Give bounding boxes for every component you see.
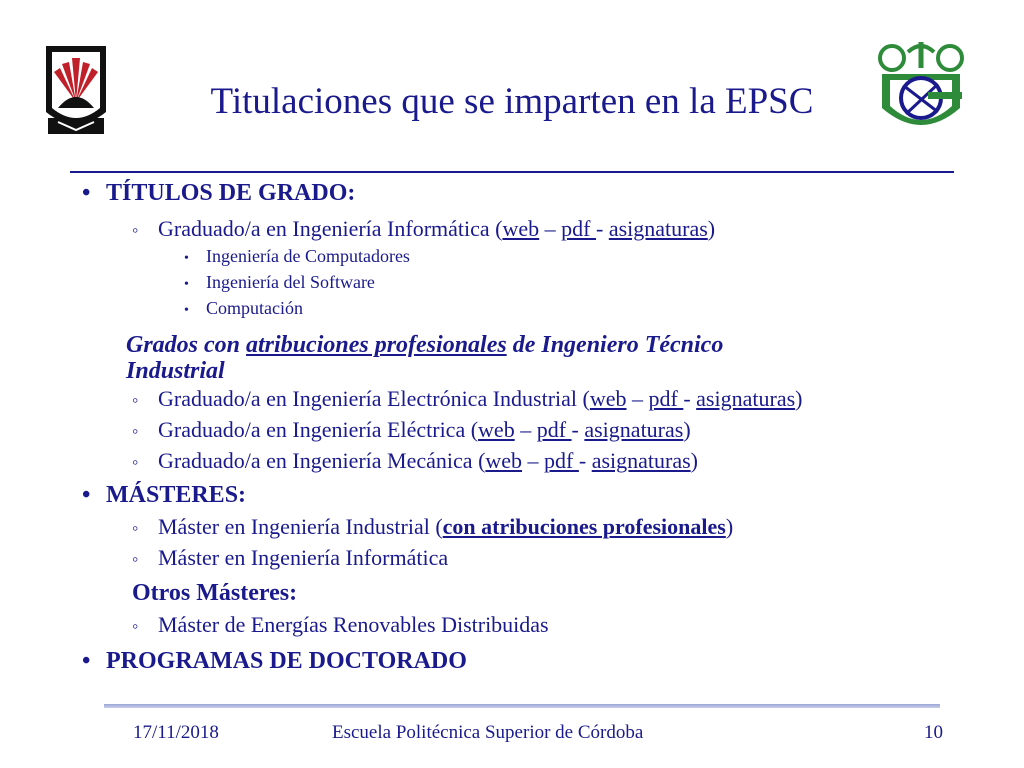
electronica-asignaturas-link[interactable]: asignaturas [696,386,796,411]
master-informatica-item [132,545,448,571]
separator: – [514,417,537,442]
master-industrial-item [132,514,733,540]
separator: – [626,386,649,411]
footer-divider [104,704,940,708]
master-energias-text: Máster de Energías Renovables Distribuidas [158,612,549,637]
master-informatica-text: Máster en Ingeniería Informática [158,545,449,570]
mecanica-pdf-link[interactable]: pdf [544,448,579,473]
paren-close: ) [683,417,691,442]
grados-atribuciones-note [126,332,723,384]
masteres-heading: MÁSTERES: [106,482,247,508]
paren-close: ) [795,386,803,411]
mencion-item [184,298,303,319]
slide-title: Titulaciones que se imparten en la EPSC [210,81,814,122]
informatica-asignaturas-link[interactable]: asignaturas [608,216,708,241]
grado-item [82,180,355,207]
informatica-web-link[interactable]: web [502,216,540,241]
doctorado-item [82,648,467,675]
epsc-emblem-icon [868,38,974,144]
electronica-web-link[interactable]: web [589,386,627,411]
separator: - [595,216,609,241]
electrica-text: Graduado/a en Ingeniería Eléctrica [158,417,466,442]
sub-bullet-icon: ◦ [132,452,139,472]
mecanica-web-link[interactable]: web [485,448,523,473]
master-industrial-text: Máster en Ingeniería Industrial [158,514,430,539]
university-crest-icon [38,42,114,138]
page-number: 10 [924,722,943,743]
bullet-icon: • [184,303,189,318]
paren-close: ) [707,216,716,241]
doctorado-heading: PROGRAMAS DE DOCTORADO [106,648,467,674]
informatica-pdf-link[interactable]: pdf [561,216,596,241]
mencion-item [184,272,375,293]
paren-open: ( [472,448,486,473]
mecanica-text: Graduado/a en Ingeniería Mecánica [158,448,473,473]
sub-bullet-icon: ◦ [132,549,139,569]
separator: - [683,386,697,411]
electronica-text: Graduado/a en Ingeniería Electrónica Industrial [158,386,578,411]
paren-close: ) [690,448,698,473]
paren-open: ( [465,417,479,442]
bullet-icon: • [82,180,91,206]
otros-masteres-heading: Otros Másteres: [132,580,298,606]
mencion-item [184,246,410,267]
separator: - [571,417,585,442]
electronica-pdf-link[interactable]: pdf [648,386,684,411]
separator: - [578,448,592,473]
atribuciones-profesionales-link[interactable]: atribuciones profesionales [246,332,507,358]
paren-open: ( [429,514,443,539]
note-text: de Ingeniero Técnico [506,332,724,358]
sub-bullet-icon: ◦ [132,421,139,441]
paren-close: ) [725,514,734,539]
separator: – [539,216,562,241]
grado-heading: TÍTULOS DE GRADO: [106,180,356,206]
sub-bullet-icon: ◦ [132,220,139,240]
informatica-text: Graduado/a en Ingeniería Informática [158,216,490,241]
note-text: Industrial [126,358,225,384]
sub-bullet-icon: ◦ [132,390,139,410]
masteres-item [82,482,246,509]
footer-date: 17/11/2018 [133,722,219,743]
bullet-icon: • [82,648,91,674]
footer-school: Escuela Politécnica Superior de Córdoba [332,722,644,743]
mecanica-asignaturas-link[interactable]: asignaturas [591,448,691,473]
paren-open: ( [577,386,590,411]
electrica-asignaturas-link[interactable]: asignaturas [584,417,684,442]
bullet-icon: • [184,251,189,266]
mecanica-item [132,448,698,474]
paren-open: ( [489,216,503,241]
electrica-item [132,417,691,443]
sub-bullet-icon: ◦ [132,616,139,636]
electronica-item [132,386,802,412]
master-energias-item [132,612,549,638]
informatica-item [132,216,715,242]
bullet-icon: • [184,277,189,292]
separator: – [522,448,545,473]
mencion-label: Ingeniería de Computadores [206,246,410,266]
sub-bullet-icon: ◦ [132,518,139,538]
mencion-label: Ingeniería del Software [206,272,375,292]
electrica-pdf-link[interactable]: pdf [536,417,572,442]
note-text: Grados con [126,332,247,358]
con-atribuciones-profesionales-link[interactable]: con atribuciones profesionales [442,514,726,539]
electrica-web-link[interactable]: web [478,417,515,442]
title-divider [70,171,954,173]
bullet-icon: • [82,482,91,508]
mencion-label: Computación [206,298,303,318]
